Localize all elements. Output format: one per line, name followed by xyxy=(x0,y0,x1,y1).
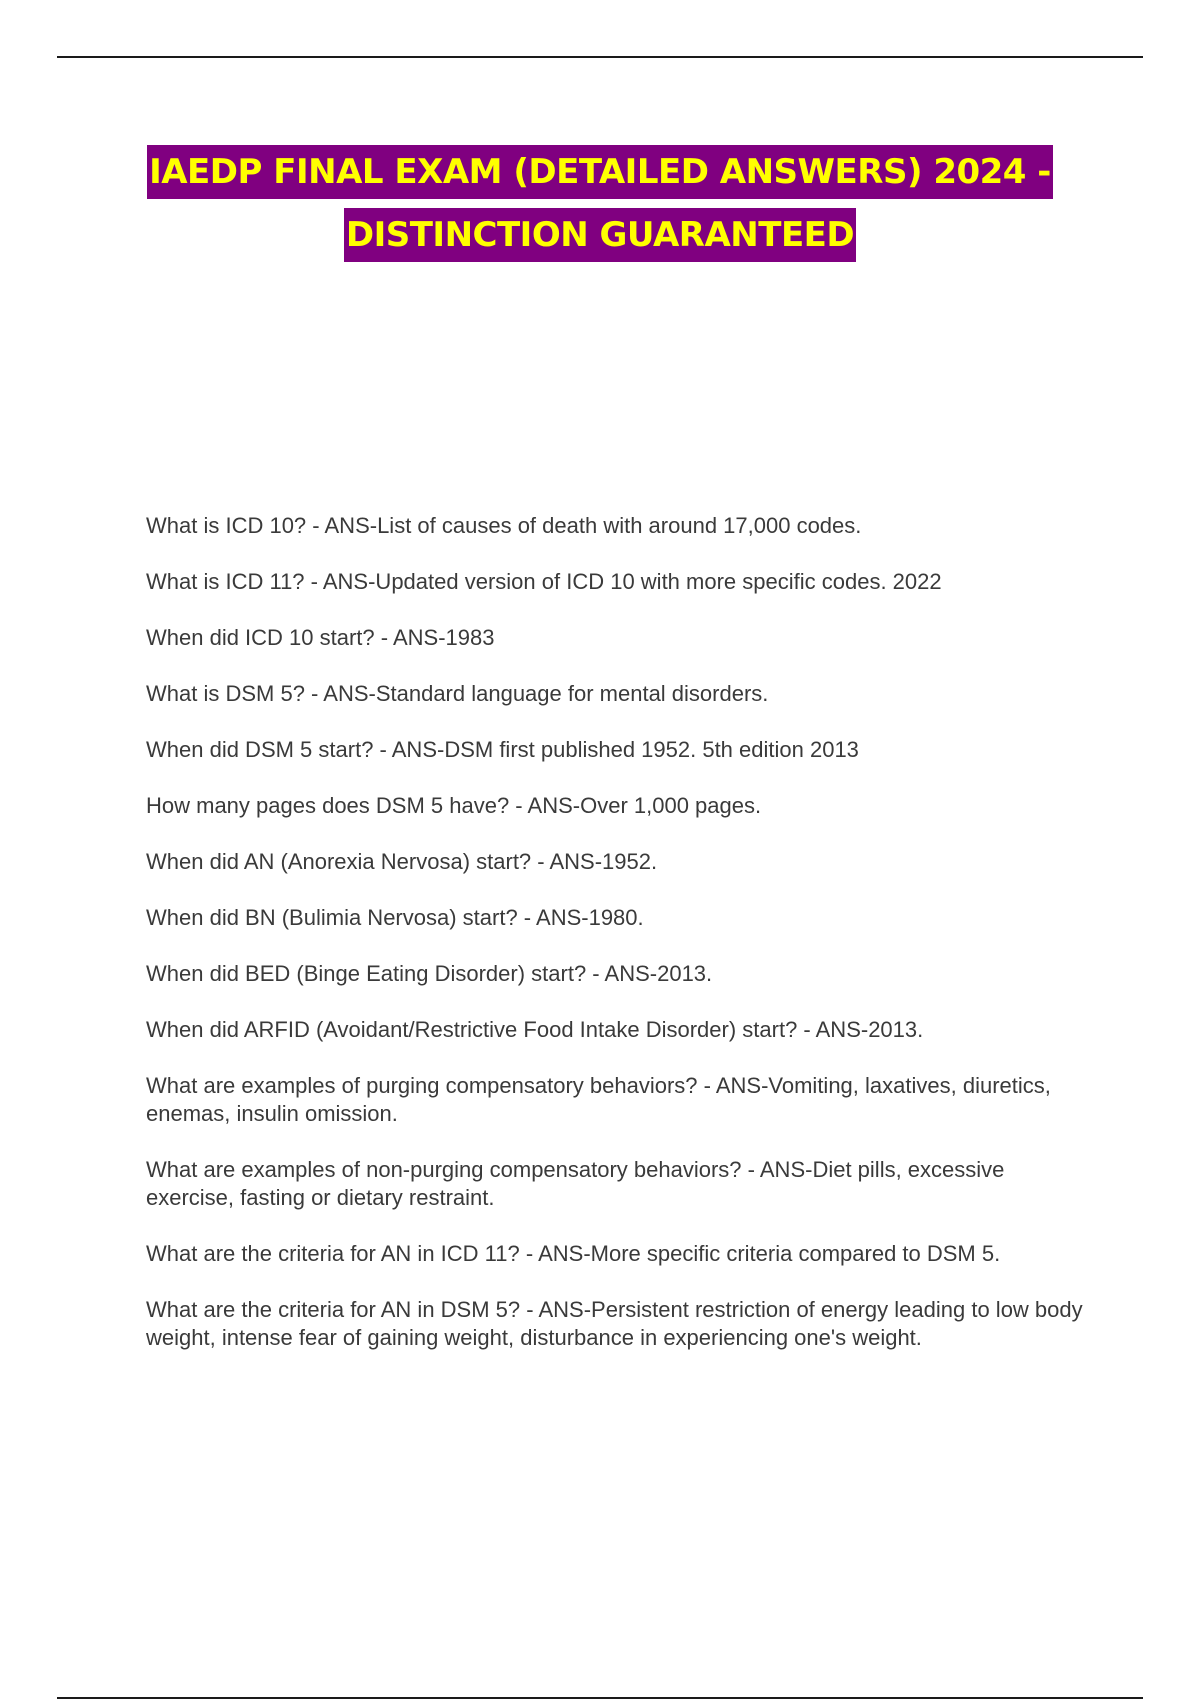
qa-item: When did BN (Bulimia Nervosa) start? - ANS-1980. xyxy=(146,905,644,930)
qa-item: What are examples of non-purging compensatory behaviors? - ANS-Diet pills, excessive exercise, fasting or dietary restraint. xyxy=(146,1157,1005,1210)
qa-item: When did AN (Anorexia Nervosa) start? - ANS-1952. xyxy=(146,849,658,874)
qa-item: What is DSM 5? - ANS-Standard language for mental disorders. xyxy=(146,681,769,706)
title-line-1: IAEDP FINAL EXAM (DETAILED ANSWERS) 2024 - xyxy=(147,145,1053,199)
qa-item: What are the criteria for AN in ICD 11? - ANS-More specific criteria compared to DSM 5. xyxy=(146,1241,1001,1266)
qa-item: When did ARFID (Avoidant/Restrictive Food Intake Disorder) start? - ANS-2013. xyxy=(146,1017,924,1042)
qa-item: What is ICD 11? - ANS-Updated version of ICD 10 with more specific codes. 2022 xyxy=(146,569,942,594)
qa-list xyxy=(146,512,1086,1380)
bottom-divider xyxy=(57,1697,1143,1699)
qa-item: When did DSM 5 start? - ANS-DSM first published 1952. 5th edition 2013 xyxy=(146,737,859,762)
top-divider xyxy=(57,56,1143,58)
qa-item: How many pages does DSM 5 have? - ANS-Over 1,000 pages. xyxy=(146,793,762,818)
qa-item: What are the criteria for AN in DSM 5? - ANS-Persistent restriction of energy leading to low body weight, intense fear of gaining weight, disturbance in experiencing one's weight. xyxy=(146,1297,1083,1350)
qa-item: When did BED (Binge Eating Disorder) start? - ANS-2013. xyxy=(146,961,713,986)
qa-item: What are examples of purging compensatory behaviors? - ANS-Vomiting, laxatives, diuretics, enemas, insulin omission. xyxy=(146,1073,1051,1126)
qa-item: What is ICD 10? - ANS-List of causes of death with around 17,000 codes. xyxy=(146,513,862,538)
qa-item: When did ICD 10 start? - ANS-1983 xyxy=(146,625,495,650)
title-line-2: DISTINCTION GUARANTEED xyxy=(344,208,856,262)
document-title xyxy=(0,145,1200,271)
